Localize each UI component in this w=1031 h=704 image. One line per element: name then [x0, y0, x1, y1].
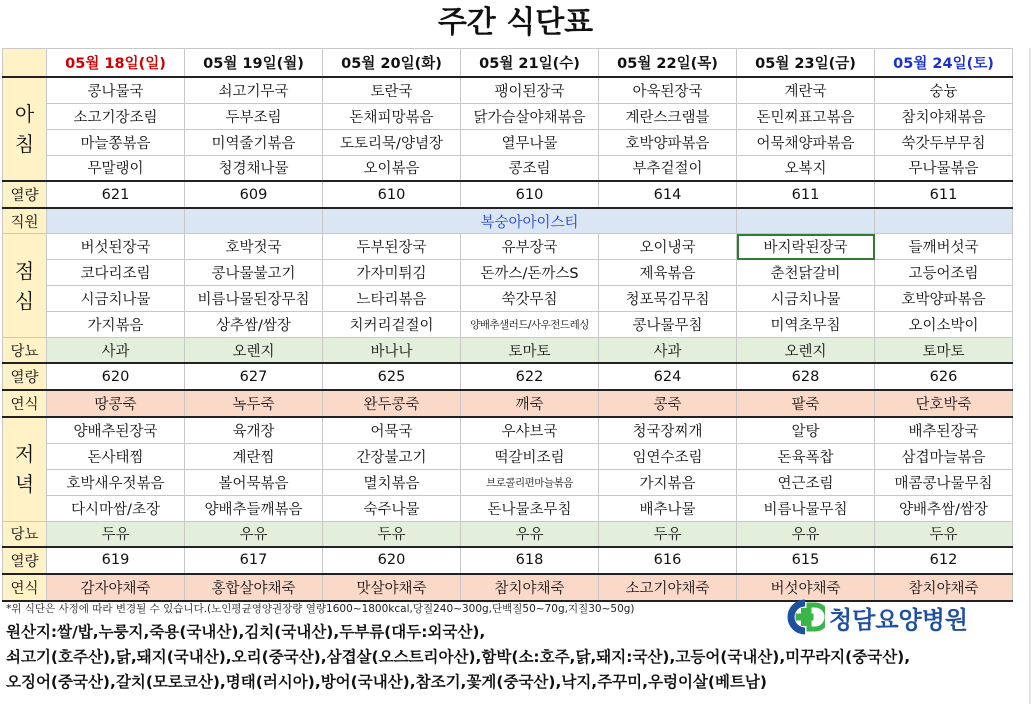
date-header-row — [3, 49, 1013, 78]
dinner-dish: 가지볶음 — [599, 469, 737, 495]
breakfast-calorie-row — [3, 181, 1013, 208]
calorie-value: 620 — [323, 547, 461, 574]
lunch-calorie-row — [3, 363, 1013, 390]
lunch-dish: 가자미튀김 — [323, 260, 461, 286]
snack-item: 땅콩죽 — [47, 390, 185, 417]
snack-label: 연식 — [3, 390, 47, 417]
menu-table — [2, 48, 1013, 602]
breakfast-label-char: 침 — [14, 132, 35, 156]
calorie-value: 620 — [47, 363, 185, 390]
diabetic-item: 두유 — [323, 521, 461, 547]
dinner-dish: 청국장찌개 — [599, 417, 737, 443]
breakfast-dish: 콩나물국 — [47, 77, 185, 103]
dinner-dish: 멸치볶음 — [323, 469, 461, 495]
calorie-label: 열량 — [3, 181, 47, 208]
dinner-dish: 삼겹마늘볶음 — [875, 443, 1013, 469]
calorie-value: 610 — [323, 181, 461, 208]
dinner-dish: 떡갈비조림 — [461, 443, 599, 469]
snack-item: 완두콩죽 — [323, 390, 461, 417]
calorie-value: 615 — [737, 547, 875, 574]
calorie-value: 617 — [185, 547, 323, 574]
lunch-dish: 청포묵김무침 — [599, 286, 737, 312]
diabetic-label: 당뇨 — [3, 338, 47, 364]
lunch-dish: 돈까스/돈까스S — [461, 260, 599, 286]
dinner-dish-row — [3, 469, 1013, 495]
staff-note: 복숭아아이스티 — [323, 208, 737, 234]
calorie-value: 626 — [875, 363, 1013, 390]
lunch-dish: 들깨버섯국 — [875, 234, 1013, 260]
lunch-dish-row — [3, 234, 1013, 260]
date-header: 05월 20일(화) — [323, 49, 461, 78]
calorie-value: 619 — [47, 547, 185, 574]
snack-item: 감자야채죽 — [47, 574, 185, 601]
snack-item: 맛살야채죽 — [323, 574, 461, 601]
dinner-dish: 볼어묵볶음 — [185, 469, 323, 495]
lunch-dish-row — [3, 260, 1013, 286]
breakfast-label — [3, 77, 47, 181]
breakfast-dish: 닭가슴살야채볶음 — [461, 103, 599, 129]
breakfast-dish: 청경채나물 — [185, 155, 323, 181]
dinner-dish: 배추나물 — [599, 495, 737, 521]
lunch-dish: 버섯된장국 — [47, 234, 185, 260]
dinner-snack-row — [3, 574, 1013, 601]
diabetic-item: 바나나 — [323, 338, 461, 364]
lunch-label — [3, 234, 47, 338]
origin-line: 원산지:쌀/밥,누룽지,죽용(국내산),김치(국내산),두부류(대두:외국산), — [6, 623, 486, 641]
snack-item: 팥죽 — [737, 390, 875, 417]
date-header: 05월 23일(금) — [737, 49, 875, 78]
calorie-value: 618 — [461, 547, 599, 574]
breakfast-dish-row — [3, 129, 1013, 155]
breakfast-dish: 무말랭이 — [47, 155, 185, 181]
dinner-dish-row — [3, 443, 1013, 469]
breakfast-dish: 돈채피망볶음 — [323, 103, 461, 129]
snack-item: 홍합살야채죽 — [185, 574, 323, 601]
date-header: 05월 19일(월) — [185, 49, 323, 78]
page-title: 주간 식단표 — [437, 5, 594, 40]
diabetic-item: 오렌지 — [737, 338, 875, 364]
lunch-label-char: 심 — [14, 288, 35, 313]
calorie-value: 611 — [737, 181, 875, 208]
breakfast-dish: 계란스크램블 — [599, 103, 737, 129]
dinner-label-char: 저 — [14, 442, 35, 467]
staff-empty — [875, 208, 1013, 234]
breakfast-dish-row — [3, 77, 1013, 103]
lunch-dish: 두부된장국 — [323, 234, 461, 260]
dinner-dish: 양배추들깨볶음 — [185, 495, 323, 521]
calorie-value: 628 — [737, 363, 875, 390]
date-header: 05월 22일(목) — [599, 49, 737, 78]
diabetic-item: 토마토 — [461, 338, 599, 364]
lunch-dish: 치커리겉절이 — [323, 312, 461, 338]
diabetic-item: 사과 — [47, 338, 185, 364]
breakfast-dish: 숭늉 — [875, 77, 1013, 103]
dinner-label-char: 녁 — [14, 472, 35, 497]
breakfast-dish: 오복지 — [737, 155, 875, 181]
diabetic-item: 우유 — [461, 521, 599, 547]
diabetic-item: 우유 — [185, 521, 323, 547]
breakfast-dish: 돈민찌표고볶음 — [737, 103, 875, 129]
staff-empty — [185, 208, 323, 234]
diabetic-item: 두유 — [875, 521, 1013, 547]
date-header: 05월 18일(일) — [47, 49, 185, 78]
lunch-dish: 상추쌈/쌈장 — [185, 312, 323, 338]
date-header: 05월 21일(수) — [461, 49, 599, 78]
breakfast-dish: 팽이된장국 — [461, 77, 599, 103]
breakfast-dish: 계란국 — [737, 77, 875, 103]
lunch-fruit-row — [3, 338, 1013, 364]
breakfast-dish: 두부조림 — [185, 103, 323, 129]
dinner-dish: 배추된장국 — [875, 417, 1013, 443]
breakfast-label-char: 아 — [14, 102, 35, 126]
lunch-dish: 콩나물무침 — [599, 312, 737, 338]
snack-item: 참치야채죽 — [875, 574, 1013, 601]
lunch-dish: 비름나물된장무침 — [185, 286, 323, 312]
dinner-dish: 간장불고기 — [323, 443, 461, 469]
lunch-dish: 양배추샐러드/사우전드레싱 — [461, 312, 599, 338]
dinner-dish: 돈육폭찹 — [737, 443, 875, 469]
dinner-milk-row — [3, 521, 1013, 547]
calorie-value: 622 — [461, 363, 599, 390]
calorie-value: 610 — [461, 181, 599, 208]
lunch-dish: 춘천닭갈비 — [737, 260, 875, 286]
header-corner — [3, 49, 47, 78]
lunch-dish: 미역초무침 — [737, 312, 875, 338]
diabetic-label: 당뇨 — [3, 521, 47, 547]
calorie-label: 열량 — [3, 547, 47, 574]
snack-item: 버섯야채죽 — [737, 574, 875, 601]
breakfast-dish-row — [3, 155, 1013, 181]
diabetic-item: 사과 — [599, 338, 737, 364]
breakfast-dish: 어묵채양파볶음 — [737, 129, 875, 155]
breakfast-dish: 참치야채볶음 — [875, 103, 1013, 129]
breakfast-dish: 무나물볶음 — [875, 155, 1013, 181]
breakfast-dish-row — [3, 103, 1013, 129]
breakfast-dish: 도토리묵/양념장 — [323, 129, 461, 155]
snack-item: 단호박죽 — [875, 390, 1013, 417]
diabetic-item: 오렌지 — [185, 338, 323, 364]
breakfast-dish: 쇠고기무국 — [185, 77, 323, 103]
snack-item: 녹두죽 — [185, 390, 323, 417]
dinner-dish: 돈나물초무침 — [461, 495, 599, 521]
snack-item: 참치야채죽 — [461, 574, 599, 601]
dinner-dish: 육개장 — [185, 417, 323, 443]
calorie-value: 616 — [599, 547, 737, 574]
breakfast-dish: 호박양파볶음 — [599, 129, 737, 155]
lunch-dish: 코다리조림 — [47, 260, 185, 286]
lunch-dish: 오이냉국 — [599, 234, 737, 260]
calorie-value: 624 — [599, 363, 737, 390]
staff-empty — [47, 208, 185, 234]
lunch-dish: 가지볶음 — [47, 312, 185, 338]
breakfast-dish: 미역줄기볶음 — [185, 129, 323, 155]
dinner-dish-row — [3, 495, 1013, 521]
breakfast-dish: 쑥갓두부무침 — [875, 129, 1013, 155]
diabetic-item: 두유 — [599, 521, 737, 547]
calorie-value: 627 — [185, 363, 323, 390]
lunch-dish: 시금치나물 — [47, 286, 185, 312]
dinner-dish: 어묵국 — [323, 417, 461, 443]
origin-line: 오징어(중국산),갈치(모로코산),명태(러시아),방어(국내산),참조기,꽃게(중국산),낙지,주꾸미,우렁이살(베트남) — [6, 673, 767, 691]
dinner-dish: 양배추쌈/쌈장 — [875, 495, 1013, 521]
dinner-dish: 우샤브국 — [461, 417, 599, 443]
lunch-dish: 제육볶음 — [599, 260, 737, 286]
lunch-dish: 바지락된장국 — [737, 234, 875, 260]
calorie-label: 열량 — [3, 363, 47, 390]
calorie-value: 614 — [599, 181, 737, 208]
dinner-dish-row — [3, 417, 1013, 443]
breakfast-dish: 콩조림 — [461, 155, 599, 181]
hospital-name: 청담요양병원 — [829, 605, 969, 634]
lunch-dish: 호박젓국 — [185, 234, 323, 260]
origin-line: 쇠고기(호주산),닭,돼지(국내산),오리(중국산),삼겹살(오스트리아산),함박(소:호주,닭,돼지:국산),고등어(국내산),미꾸라지(중국산), — [6, 648, 911, 666]
dinner-calorie-row — [3, 547, 1013, 574]
dinner-dish: 임연수조림 — [599, 443, 737, 469]
breakfast-dish: 열무나물 — [461, 129, 599, 155]
diabetic-item: 토마토 — [875, 338, 1013, 364]
lunch-dish: 고등어조림 — [875, 260, 1013, 286]
lunch-dish: 유부장국 — [461, 234, 599, 260]
calorie-value: 611 — [875, 181, 1013, 208]
calorie-value: 625 — [323, 363, 461, 390]
diabetic-item: 우유 — [737, 521, 875, 547]
snack-item: 콩죽 — [599, 390, 737, 417]
footnote: *위 식단은 사정에 따라 변경될 수 있습니다.(노인평균영양권장량 열량1600~1800kcal,당질240~300g,단백질50~70g,지질30~50g) — [6, 603, 635, 615]
dinner-dish: 연근조림 — [737, 469, 875, 495]
snack-item: 소고기야채죽 — [599, 574, 737, 601]
dinner-dish: 매콤콩나물무침 — [875, 469, 1013, 495]
lunch-label-char: 점 — [14, 258, 35, 283]
lunch-dish-row — [3, 286, 1013, 312]
dinner-dish: 다시마쌈/초장 — [47, 495, 185, 521]
breakfast-dish: 오이볶음 — [323, 155, 461, 181]
breakfast-dish: 아욱된장국 — [599, 77, 737, 103]
lunch-dish: 느타리볶음 — [323, 286, 461, 312]
lunch-dish: 콩나물불고기 — [185, 260, 323, 286]
snack-item: 깨죽 — [461, 390, 599, 417]
breakfast-dish: 부추겉절이 — [599, 155, 737, 181]
breakfast-dish: 마늘쫑볶음 — [47, 129, 185, 155]
calorie-value: 621 — [47, 181, 185, 208]
date-header: 05월 24일(토) — [875, 49, 1013, 78]
breakfast-dish: 소고기장조림 — [47, 103, 185, 129]
dinner-dish: 알탕 — [737, 417, 875, 443]
snack-label: 연식 — [3, 574, 47, 601]
staff-label: 직원 — [3, 208, 47, 234]
calorie-value: 612 — [875, 547, 1013, 574]
staff-row — [3, 208, 1013, 234]
diabetic-item: 두유 — [47, 521, 185, 547]
lunch-dish: 쑥갓무침 — [461, 286, 599, 312]
dinner-dish: 호박새우젓볶음 — [47, 469, 185, 495]
breakfast-dish: 토란국 — [323, 77, 461, 103]
origin-info — [6, 620, 910, 695]
dinner-label — [3, 417, 47, 521]
calorie-value: 609 — [185, 181, 323, 208]
staff-empty — [737, 208, 875, 234]
dinner-dish: 비름나물무침 — [737, 495, 875, 521]
dinner-dish: 돈사태찜 — [47, 443, 185, 469]
lunch-dish: 오이소박이 — [875, 312, 1013, 338]
dinner-dish: 숙주나물 — [323, 495, 461, 521]
lunch-snack-row — [3, 390, 1013, 417]
lunch-dish: 호박양파볶음 — [875, 286, 1013, 312]
dinner-dish: 계란찜 — [185, 443, 323, 469]
lunch-dish: 시금치나물 — [737, 286, 875, 312]
dinner-dish: 양배추된장국 — [47, 417, 185, 443]
dinner-dish: 브로콜리편마늘볶음 — [461, 469, 599, 495]
lunch-dish-row — [3, 312, 1013, 338]
